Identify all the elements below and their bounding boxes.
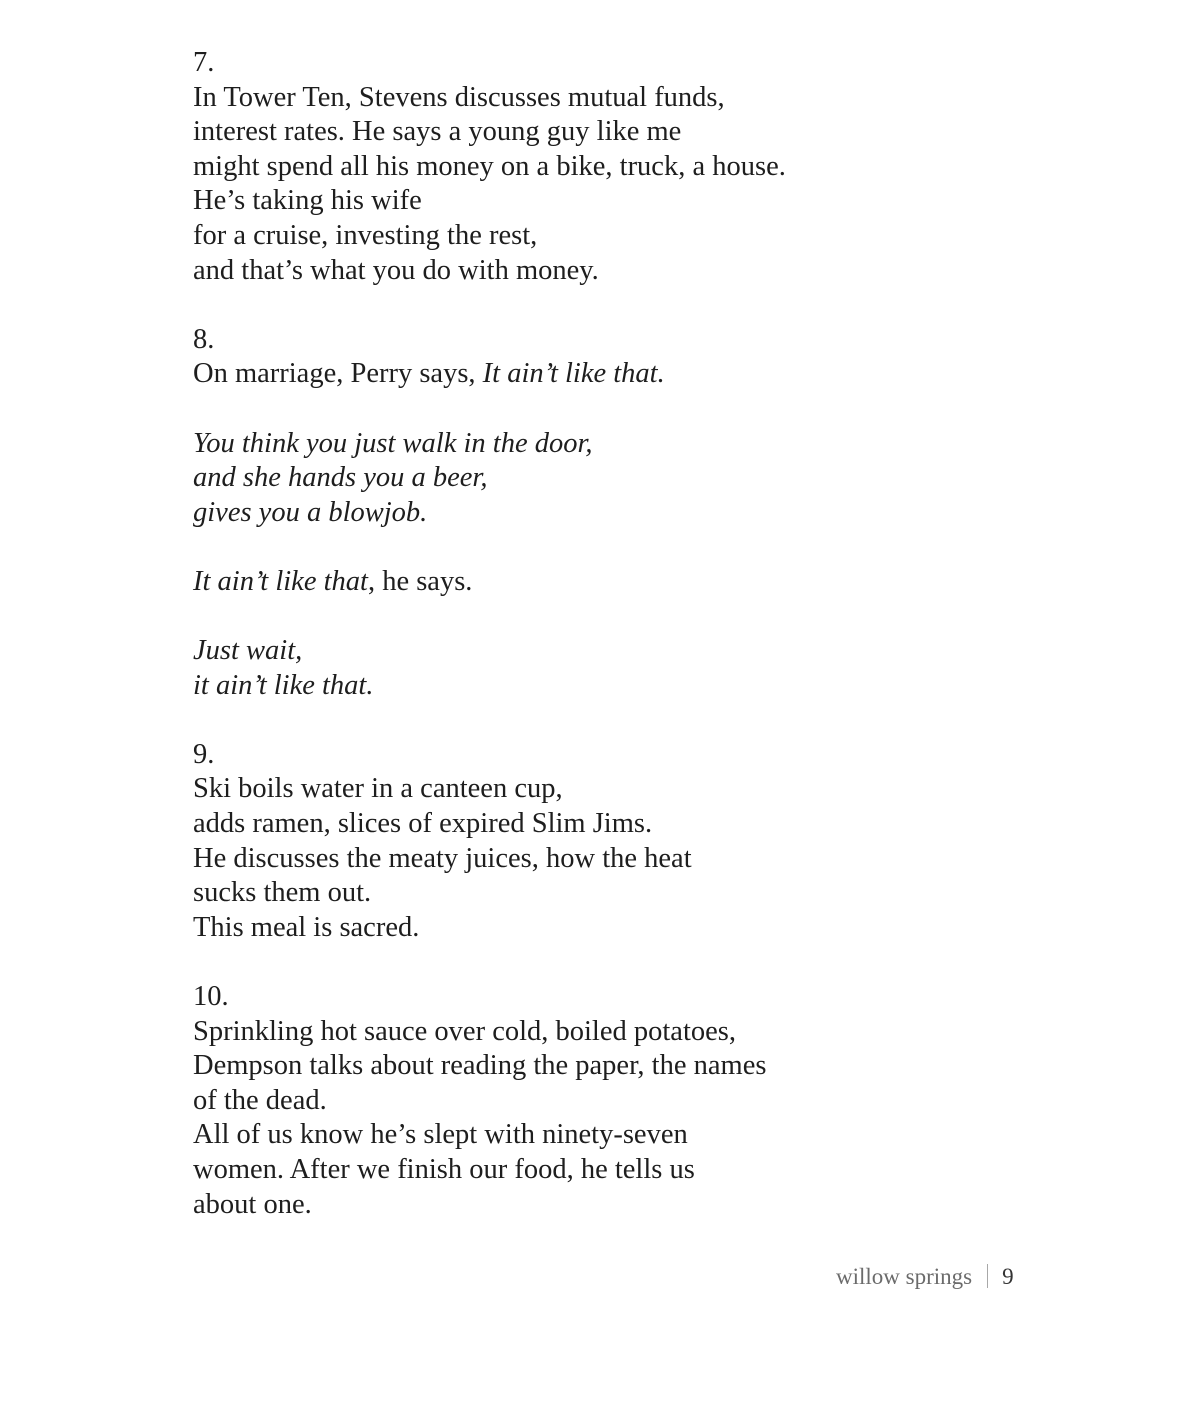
poem-line: gives you a blowjob. (193, 496, 428, 528)
poem-line (193, 565, 893, 600)
poem-line (193, 357, 893, 392)
poem-section-7 (193, 46, 893, 288)
page-footer (836, 1262, 1014, 1292)
footer-divider (987, 1264, 988, 1288)
line-italic: It ain’t like that (193, 565, 368, 597)
poem-section-10 (193, 980, 893, 1222)
poem-line: for a cruise, investing the rest, (193, 219, 538, 251)
poem-line: He’s taking his wife (193, 185, 422, 217)
stanza-italic (193, 634, 893, 703)
stanza-italic (193, 427, 893, 531)
poem-line: and she hands you a beer, (193, 462, 488, 494)
poem-line: He discusses the meaty juices, how the heat (193, 842, 692, 874)
poem-line: of the dead. (193, 1084, 327, 1116)
section-number: 8. (193, 323, 215, 355)
poem-line: Just wait, (193, 635, 303, 667)
stanza (193, 1015, 893, 1223)
poem-body (193, 46, 893, 1257)
stanza (193, 565, 893, 600)
poem-line: sucks them out. (193, 877, 372, 909)
stanza (193, 772, 893, 945)
poem-section-9 (193, 738, 893, 946)
line-italic: It ain’t like that. (482, 358, 665, 390)
poem-line: Ski boils water in a canteen cup, (193, 773, 563, 805)
poem-line: women. After we finish our food, he tells us (193, 1154, 695, 1185)
section-number: 9. (193, 738, 215, 770)
poem-line: Sprinkling hot sauce over cold, boiled potatoes, (193, 1015, 736, 1047)
poem-line: In Tower Ten, Stevens discusses mutual funds, (193, 81, 725, 113)
poem-line: adds ramen, slices of expired Slim Jims. (193, 808, 653, 840)
line-roman: On marriage, Perry says, (193, 358, 483, 390)
poem-line: You think you just walk in the door, (193, 427, 593, 459)
poem-section-8 (193, 323, 893, 704)
page-number: 9 (1002, 1264, 1014, 1289)
poem-line: This meal is sacred. (193, 911, 420, 943)
poem-line: All of us know he’s slept with ninety-seven (193, 1119, 688, 1151)
poem-line: interest rates. He says a young guy like me (193, 116, 682, 148)
section-number: 7. (193, 47, 215, 78)
line-roman: , he says. (367, 565, 473, 597)
journal-name: willow springs (836, 1264, 973, 1289)
poem-line: might spend all his money on a bike, truck, a house. (193, 150, 786, 182)
stanza (193, 81, 893, 289)
poem-line: about one. (193, 1188, 312, 1220)
poem-line: it ain’t like that. (193, 669, 374, 701)
section-number: 10. (193, 981, 229, 1013)
poem-line: Dempson talks about reading the paper, the names (193, 1050, 767, 1082)
stanza (193, 357, 893, 392)
poem-line: and that’s what you do with money. (193, 254, 599, 286)
